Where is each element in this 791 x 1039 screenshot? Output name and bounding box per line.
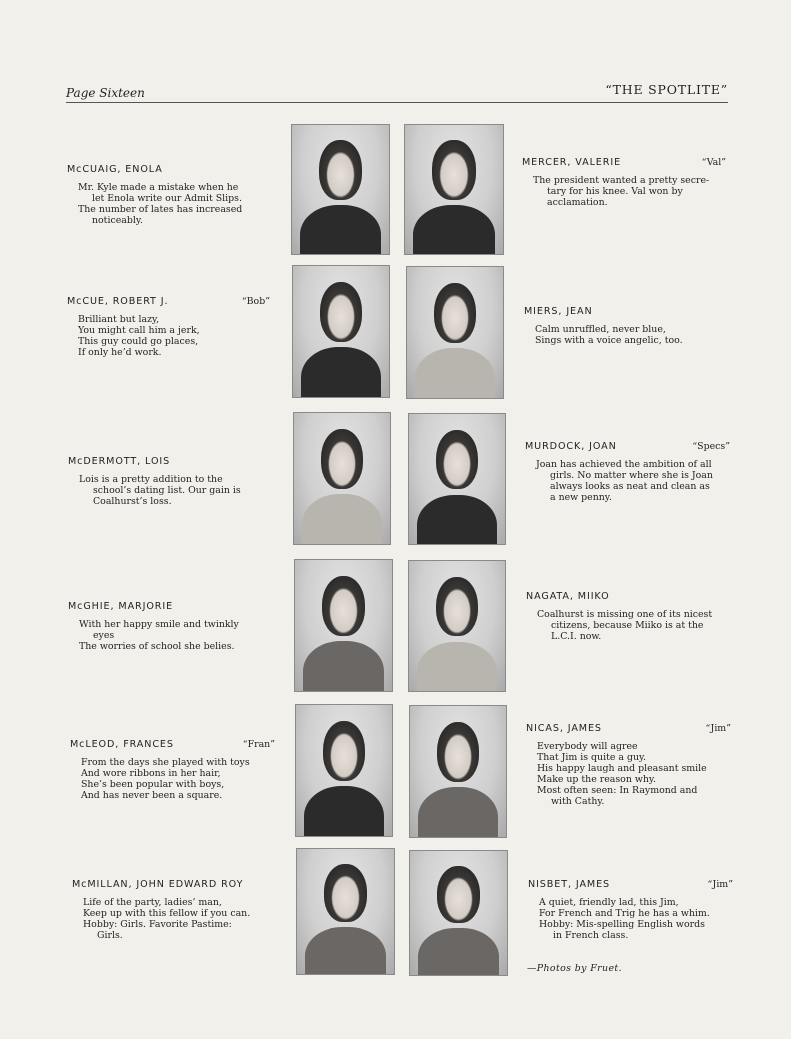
portrait-shoulders xyxy=(303,641,384,692)
description-line: Lois is a pretty addition to the xyxy=(79,474,223,485)
description-line: And wore ribbons in her hair, xyxy=(81,768,221,779)
student-entry xyxy=(67,296,270,358)
description-line: And has never been a square. xyxy=(81,790,223,801)
portrait-shoulders xyxy=(417,642,498,692)
description-line: Keep up with this fellow if you can. xyxy=(83,908,251,919)
portrait-shoulders xyxy=(418,787,499,838)
student-name: McLEOD, FRANCES xyxy=(70,739,174,750)
description-line: always looks as neat and clean as xyxy=(550,481,710,492)
student-entry xyxy=(72,879,276,941)
description-line: His happy laugh and pleasant smile xyxy=(537,763,707,774)
description-line: If only he’d work. xyxy=(78,347,162,358)
description-line: Brilliant but lazy, xyxy=(78,314,160,325)
description-line: school’s dating list. Our gain is xyxy=(93,485,241,496)
portrait-shoulders xyxy=(417,495,498,545)
portrait-shoulders xyxy=(413,205,495,255)
portrait-head xyxy=(434,283,476,343)
description-line: Coalhurst is missing one of its nicest xyxy=(537,609,713,620)
student-description xyxy=(68,474,260,507)
student-nickname: “Specs” xyxy=(692,441,730,452)
student-portrait-photo xyxy=(295,704,393,837)
student-portrait-photo xyxy=(291,124,390,255)
student-description xyxy=(526,609,730,642)
description-line: Make up the reason why. xyxy=(537,774,656,785)
portrait-head xyxy=(436,577,478,637)
portrait-head xyxy=(319,140,362,199)
student-entry xyxy=(67,164,259,226)
student-description xyxy=(67,314,270,358)
student-name: MIERS, JEAN xyxy=(524,306,593,317)
student-portrait-photo xyxy=(408,413,506,545)
student-entry xyxy=(68,601,259,652)
student-description xyxy=(522,175,726,208)
student-name: MERCER, VALERIE xyxy=(522,157,622,168)
description-line: Coalhurst’s loss. xyxy=(93,496,172,507)
student-name: NICAS, JAMES xyxy=(526,723,602,734)
student-name: NAGATA, MIIKO xyxy=(526,591,610,602)
description-line: with Cathy. xyxy=(551,796,605,807)
description-line: Sings with a voice angelic, too. xyxy=(535,335,683,346)
portrait-head xyxy=(321,429,363,489)
student-portrait-photo xyxy=(406,266,504,399)
header-rule xyxy=(66,102,728,103)
description-line: Life of the party, ladies’ man, xyxy=(83,897,222,908)
description-line: citizens, because Miiko is at the xyxy=(551,620,704,631)
student-nickname: “Jim” xyxy=(707,879,733,890)
student-entry xyxy=(70,739,275,801)
student-name: McDERMOTT, LOIS xyxy=(68,456,171,467)
publication-title: “THE SPOTLITE” xyxy=(605,82,728,97)
description-line: let Enola write our Admit Slips. xyxy=(92,193,242,204)
portrait-head xyxy=(437,722,479,782)
student-name: NISBET, JAMES xyxy=(528,879,611,890)
description-line: L.C.I. now. xyxy=(551,631,602,642)
portrait-head xyxy=(437,866,480,923)
student-portrait-photo xyxy=(404,124,504,255)
description-line: A quiet, friendly lad, this Jim, xyxy=(539,897,679,908)
description-line: Mr. Kyle made a mistake when he xyxy=(78,182,239,193)
description-line: With her happy smile and twinkly xyxy=(79,619,239,630)
student-nickname: “Val” xyxy=(701,157,726,168)
student-name: McCUE, ROBERT J. xyxy=(67,296,169,307)
description-line: tary for his knee. Val won by xyxy=(547,186,683,197)
description-line: girls. No matter where she is Joan xyxy=(550,470,713,481)
student-description xyxy=(524,324,705,346)
student-description xyxy=(528,897,733,941)
description-line: She’s been popular with boys, xyxy=(81,779,225,790)
student-entry xyxy=(526,723,731,807)
student-name: McCUAIG, ENOLA xyxy=(67,164,163,175)
portrait-head xyxy=(323,721,365,781)
student-description xyxy=(70,757,275,801)
student-portrait-photo xyxy=(293,412,391,545)
student-entry xyxy=(68,456,260,507)
portrait-head xyxy=(324,864,367,922)
description-line: The number of lates has increased xyxy=(78,204,243,215)
student-description xyxy=(68,619,259,652)
portrait-head xyxy=(432,140,475,199)
student-entry xyxy=(526,591,730,642)
student-nickname: “Fran” xyxy=(242,739,275,750)
student-nickname: “Jim” xyxy=(705,723,731,734)
student-description xyxy=(525,459,730,503)
portrait-head xyxy=(320,282,362,342)
description-line: in French class. xyxy=(553,930,629,941)
student-portrait-photo xyxy=(294,559,393,692)
description-line: You might call him a jerk, xyxy=(78,325,200,336)
student-portrait-photo xyxy=(408,560,506,692)
student-portrait-photo xyxy=(409,850,508,976)
description-line: From the days she played with toys xyxy=(81,757,250,768)
description-line: eyes xyxy=(93,630,115,641)
student-name: MURDOCK, JOAN xyxy=(525,441,617,452)
portrait-shoulders xyxy=(415,348,496,399)
student-description xyxy=(526,741,731,807)
student-name: McMILLAN, JOHN EDWARD ROY xyxy=(72,879,244,890)
student-entry xyxy=(528,879,733,941)
page-header xyxy=(66,82,728,102)
description-line: a new penny. xyxy=(550,492,612,503)
description-line: Hobby: Girls. Favorite Pastime: xyxy=(83,919,232,930)
description-line: Girls. xyxy=(97,930,123,941)
portrait-shoulders xyxy=(304,786,385,837)
student-name: McGHIE, MARJORIE xyxy=(68,601,174,612)
description-line: noticeably. xyxy=(92,215,143,226)
portrait-shoulders xyxy=(418,928,499,976)
student-entry xyxy=(522,157,726,208)
portrait-shoulders xyxy=(302,494,383,545)
portrait-head xyxy=(436,430,478,490)
student-description xyxy=(72,897,276,941)
student-portrait-photo xyxy=(292,265,390,398)
page-number: Page Sixteen xyxy=(66,86,145,100)
description-line: Hobby: Mis-spelling English words xyxy=(539,919,705,930)
photo-credit: —Photos by Fruet. xyxy=(527,963,622,974)
student-portrait-photo xyxy=(296,848,395,975)
student-entry xyxy=(524,306,705,346)
student-nickname: “Bob” xyxy=(241,296,270,307)
portrait-shoulders xyxy=(300,205,381,255)
description-line: Everybody will agree xyxy=(537,741,638,752)
description-line: Joan has achieved the ambition of all xyxy=(536,459,712,470)
student-portrait-photo xyxy=(409,705,507,838)
portrait-shoulders xyxy=(305,927,386,976)
portrait-head xyxy=(322,576,365,636)
description-line: This guy could go places, xyxy=(78,336,199,347)
description-line: Calm unruffled, never blue, xyxy=(535,324,666,335)
description-line: Most often seen: In Raymond and xyxy=(537,785,698,796)
description-line: That Jim is quite a guy. xyxy=(537,752,647,763)
portrait-shoulders xyxy=(301,347,382,398)
description-line: The worries of school she belies. xyxy=(79,641,235,652)
description-line: The president wanted a pretty secre- xyxy=(533,175,710,186)
description-line: For French and Trig he has a whim. xyxy=(539,908,710,919)
student-description xyxy=(67,182,259,226)
description-line: acclamation. xyxy=(547,197,608,208)
student-entry xyxy=(525,441,730,503)
